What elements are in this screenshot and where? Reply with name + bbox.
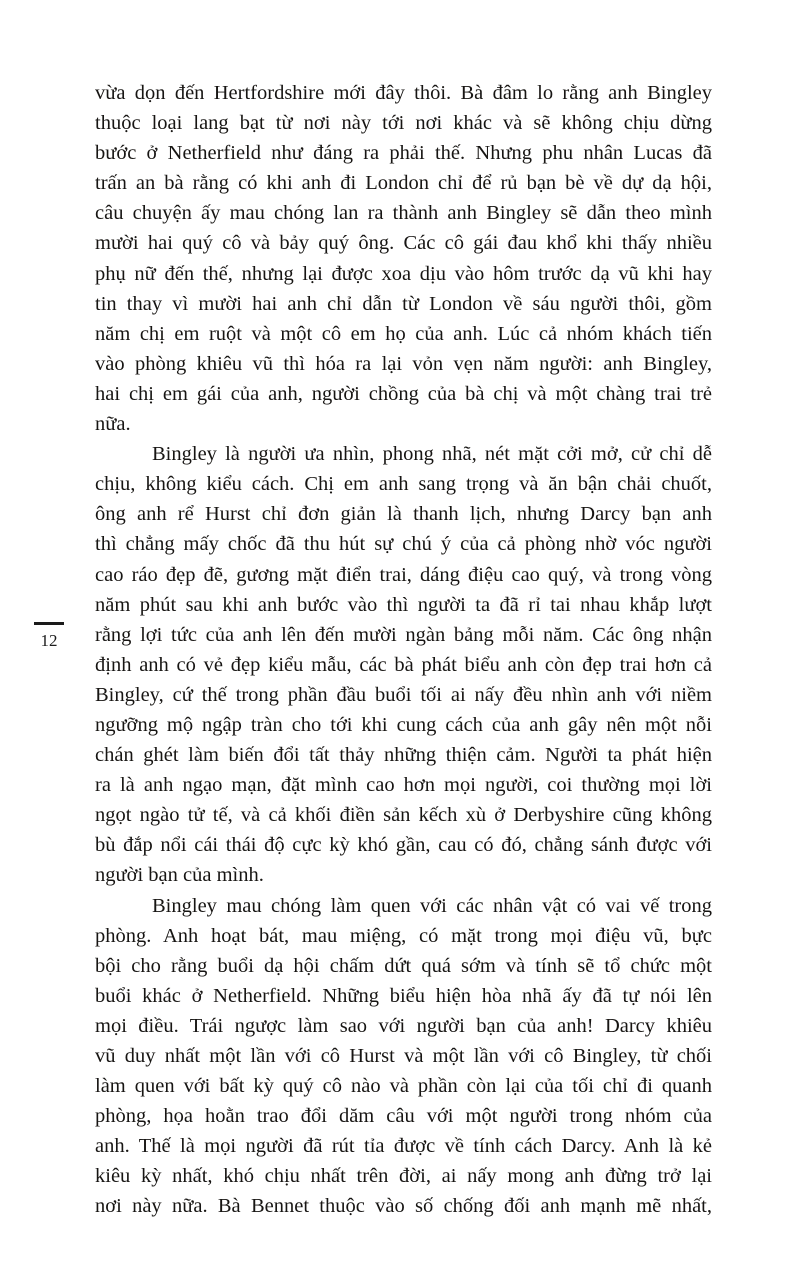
text-line-p2-15: người bạn của mình. [95,864,264,887]
text-line-p1-5: câu chuyện ấy mau chóng lan ra thành anh Bingley sẽ dẫn theo mình [95,202,712,225]
text-line-p2-2: chịu, không kiểu cách. Chị em anh sang trọng và ăn bận chải chuốt, [95,473,712,496]
text-line-p2-13: ngọt ngào tử tế, và cả khối điền sản kếch xù ở Derbyshire cũng không [95,804,712,827]
page-number-block [33,622,65,651]
text-line-p2-1: Bingley là người ưa nhìn, phong nhã, nét mặt cởi mở, cử chỉ dễ [152,443,712,466]
page-number: 12 [40,631,58,650]
text-line-p1-1: vừa dọn đến Hertfordshire mới đây thôi. Bà đâm lo rằng anh Bingley [95,82,712,104]
text-line-p3-1: Bingley mau chóng làm quen với các nhân vật có vai vế trong [152,894,712,917]
text-line-p1-7: phụ nữ đến thế, nhưng lại được xoa dịu vào hôm trước dạ vũ khi hay [95,262,712,285]
text-line-p1-3: bước ở Netherfield như đáng ra phải thế. Nhưng phu nhân Lucas đã [95,142,712,165]
text-line-p2-5: cao ráo đẹp đẽ, gương mặt điển trai, dáng điệu cao quý, và trong vòng [95,563,712,586]
text-line-p1-2: thuộc loại lang bạt từ nơi này tới nơi khác và sẽ không chịu dừng [95,112,712,135]
text-line-p2-3: ông anh rể Hurst chỉ đơn giản là thanh lịch, nhưng Darcy bạn anh [95,503,712,526]
text-line-p1-10: vào phòng khiêu vũ thì hóa ra lại vỏn vẹn năm người: anh Bingley, [95,352,712,375]
text-line-p2-6: năm phút sau khi anh bước vào thì người ta đã rỉ tai nhau khắp lượt [95,593,712,616]
text-line-p3-10: kiêu kỳ nhất, khó chịu nhất trên đời, ai nấy mong anh đừng trở lại [95,1165,712,1188]
text-line-p1-12: nữa. [95,413,131,436]
text-line-p3-9: anh. Thế là mọi người đã rút tỉa được về tính cách Darcy. Anh là kẻ [95,1135,712,1158]
text-line-p3-7: làm quen với bất kỳ quý cô nào và phần còn lại của tối chỉ đi quanh [95,1075,712,1098]
text-line-p3-11: nơi này nữa. Bà Bennet thuộc vào số chống đối anh mạnh mẽ nhất, [95,1195,712,1218]
text-line-p1-6: mười hai quý cô và bảy quý ông. Các cô gái đau khổ khi thấy nhiều [95,232,712,255]
text-line-p1-11: hai chị em gái của anh, người chồng của bà chị và một chàng trai trẻ [95,382,712,405]
text-line-p3-6: vũ duy nhất một lần với cô Hurst và một lần với cô Bingley, từ chối [95,1045,712,1067]
text-line-p2-10: ngưỡng mộ ngập tràn cho tới khi cung cách của anh gây nên một nỗi [95,713,712,736]
text-line-p3-2: phòng. Anh hoạt bát, mau miệng, có mặt trong mọi điệu vũ, bực [95,924,712,947]
text-line-p1-8: tin thay vì mười hai anh chỉ dẫn từ London về sáu người thôi, gồm [95,292,712,315]
text-line-p2-4: thì chẳng mấy chốc đã thu hút sự chú ý của cả phòng nhờ vóc người [95,533,712,556]
text-line-p3-8: phòng, họa hoằn trao đổi dăm câu với một người trong nhóm của [95,1105,712,1128]
text-line-p2-12: ra là anh ngạo mạn, đặt mình cao hơn mọi người, coi thường mọi lời [95,774,712,797]
text-line-p2-14: bù đắp nổi cái thái độ cực kỳ khó gần, cau có đó, chẳng sánh được với [95,834,712,857]
text-line-p3-5: mọi điều. Trái ngược làm sao với người bạn của anh! Darcy khiêu [95,1014,712,1037]
text-line-p3-3: bội cho rằng buổi dạ hội chấm dứt quá sớm và tính sẽ tổ chức một [95,954,712,977]
body-text [95,78,712,1222]
text-line-p2-11: chán ghét làm biến đổi tất thảy những thiện cảm. Người ta phát hiện [95,744,712,767]
text-line-p1-4: trấn an bà rằng có khi anh đi London chỉ để rủ bạn bè về dự dạ hội, [95,172,712,195]
text-line-p2-9: Bingley, cứ thế trong phần đầu buổi tối ai nấy đều nhìn anh với niềm [95,683,712,706]
page-number-rule [34,622,64,625]
text-line-p1-9: năm chị em ruột và một cô em họ của anh. Lúc cả nhóm khách tiến [95,322,712,345]
text-line-p2-8: định anh có vẻ đẹp kiểu mẫu, các bà phát biểu anh còn đẹp trai hơn cả [95,653,712,676]
text-line-p2-7: rằng lợi tức của anh lên đến mười ngàn bảng mỗi năm. Các ông nhận [95,623,712,646]
text-line-p3-4: buổi khác ở Netherfield. Những biểu hiện hòa nhã ấy đã tự nói lên [95,984,712,1007]
